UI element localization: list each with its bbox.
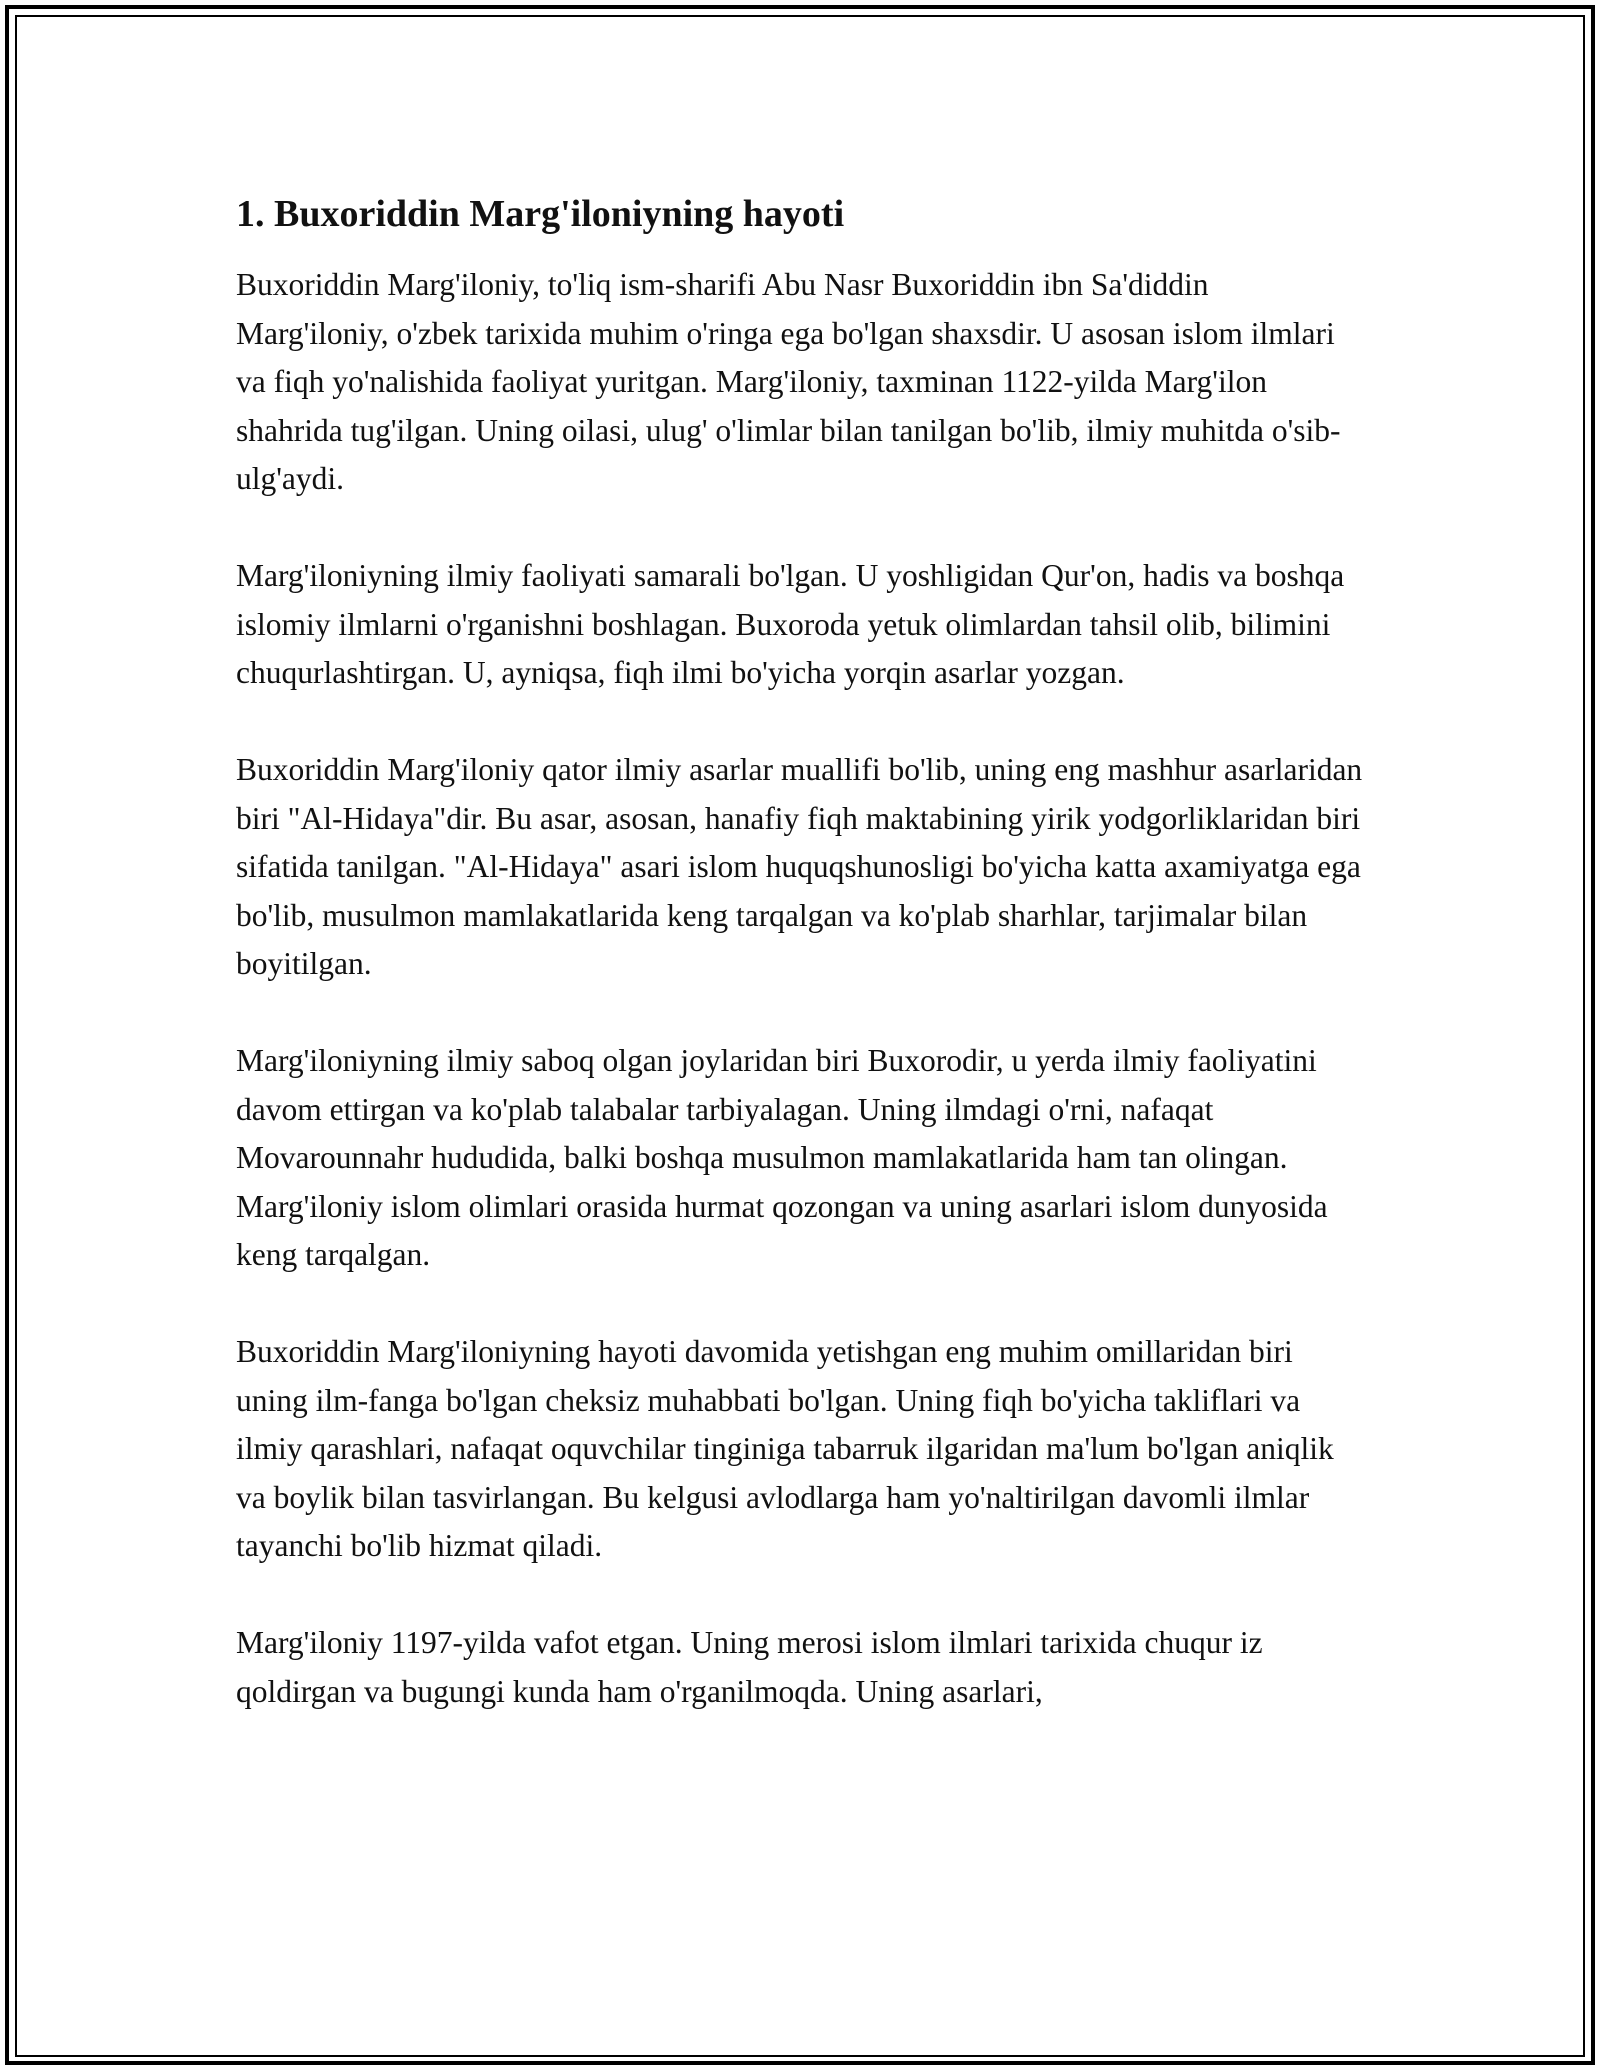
paragraph-5: Buxoriddin Marg'iloniyning hayoti davomida yetishgan eng muhim omillaridan biri uning ilm-fanga bo'lgan cheksiz muhabbati bo'lgan. Uning fiqh bo'yicha takliflari va ilmiy qarashlari, nafaqat oquvchilar tinginiga tabarruk ilgaridan ma'lum bo'lgan aniqlik va boylik bilan tasvirlangan. Bu kelgusi avlodlarga ham yo'naltirilgan davomli ilmlar tayanchi bo'lib hizmat qiladi. <box>236 1334 1334 1563</box>
paragraph-6: Marg'iloniy 1197-yilda vafot etgan. Uning merosi islom ilmlari tarixida chuqur iz qoldirgan va bugungi kunda ham o'rganilmoqda. Uning asarlari, <box>236 1625 1263 1709</box>
paragraph-4: Marg'iloniyning ilmiy saboq olgan joylaridan biri Buxorodir, u yerda ilmiy faoliyatini davom ettirgan va ko'plab talabalar tarbiyalagan. Uning ilmdagi o'rni, nafaqat Movarounnahr hududida, balki boshqa musulmon mamlakatlarida ham tan olingan. Marg'iloniy islom olimlari orasida hurmat qozongan va uning asarlari islom dunyosida keng tarqalgan. <box>236 1043 1328 1272</box>
section-heading: 1. Buxoriddin Marg'iloniyning hayoti <box>236 193 845 235</box>
paragraph-2: Marg'iloniyning ilmiy faoliyati samarali bo'lgan. U yoshligidan Qur'on, hadis va boshqa islomiy ilmlarni o'rganishni boshlagan. Buxoroda yetuk olimlardan tahsil olib, bilimini chuqurlashtirgan. U, ayniqsa, fiqh ilmi bo'yicha yorqin asarlar yozgan. <box>236 558 1345 690</box>
paragraph-1: Buxoriddin Marg'iloniy, to'liq ism-sharifi Abu Nasr Buxoriddin ibn Sa'diddin Marg'iloniy, o'zbek tarixida muhim o'ringa ega bo'lgan shaxsdir. U asosan islom ilmlari va fiqh yo'nalishida faoliyat yuritgan. Marg'iloniy, taxminan 1122-yilda Marg'ilon shahrida tug'ilgan. Uning oilasi, ulug' o'limlar bilan tanilgan bo'lib, ilmiy muhitda o'sib-ulg'aydi. <box>236 267 1341 496</box>
paragraph-3: Buxoriddin Marg'iloniy qator ilmiy asarlar muallifi bo'lib, uning eng mashhur asarlaridan biri "Al-Hidaya"dir. Bu asar, asosan, hanafiy fiqh maktabining yirik yodgorliklaridan biri sifatida tanilgan. "Al-Hidaya" asari islom huquqshunosligi bo'yicha katta axamiyatga ega bo'lib, musulmon mamlakatlarida keng tarqalgan va ko'plab sharhlar, tarjimalar bilan boyitilgan. <box>236 752 1363 981</box>
document-body <box>236 186 1366 1765</box>
